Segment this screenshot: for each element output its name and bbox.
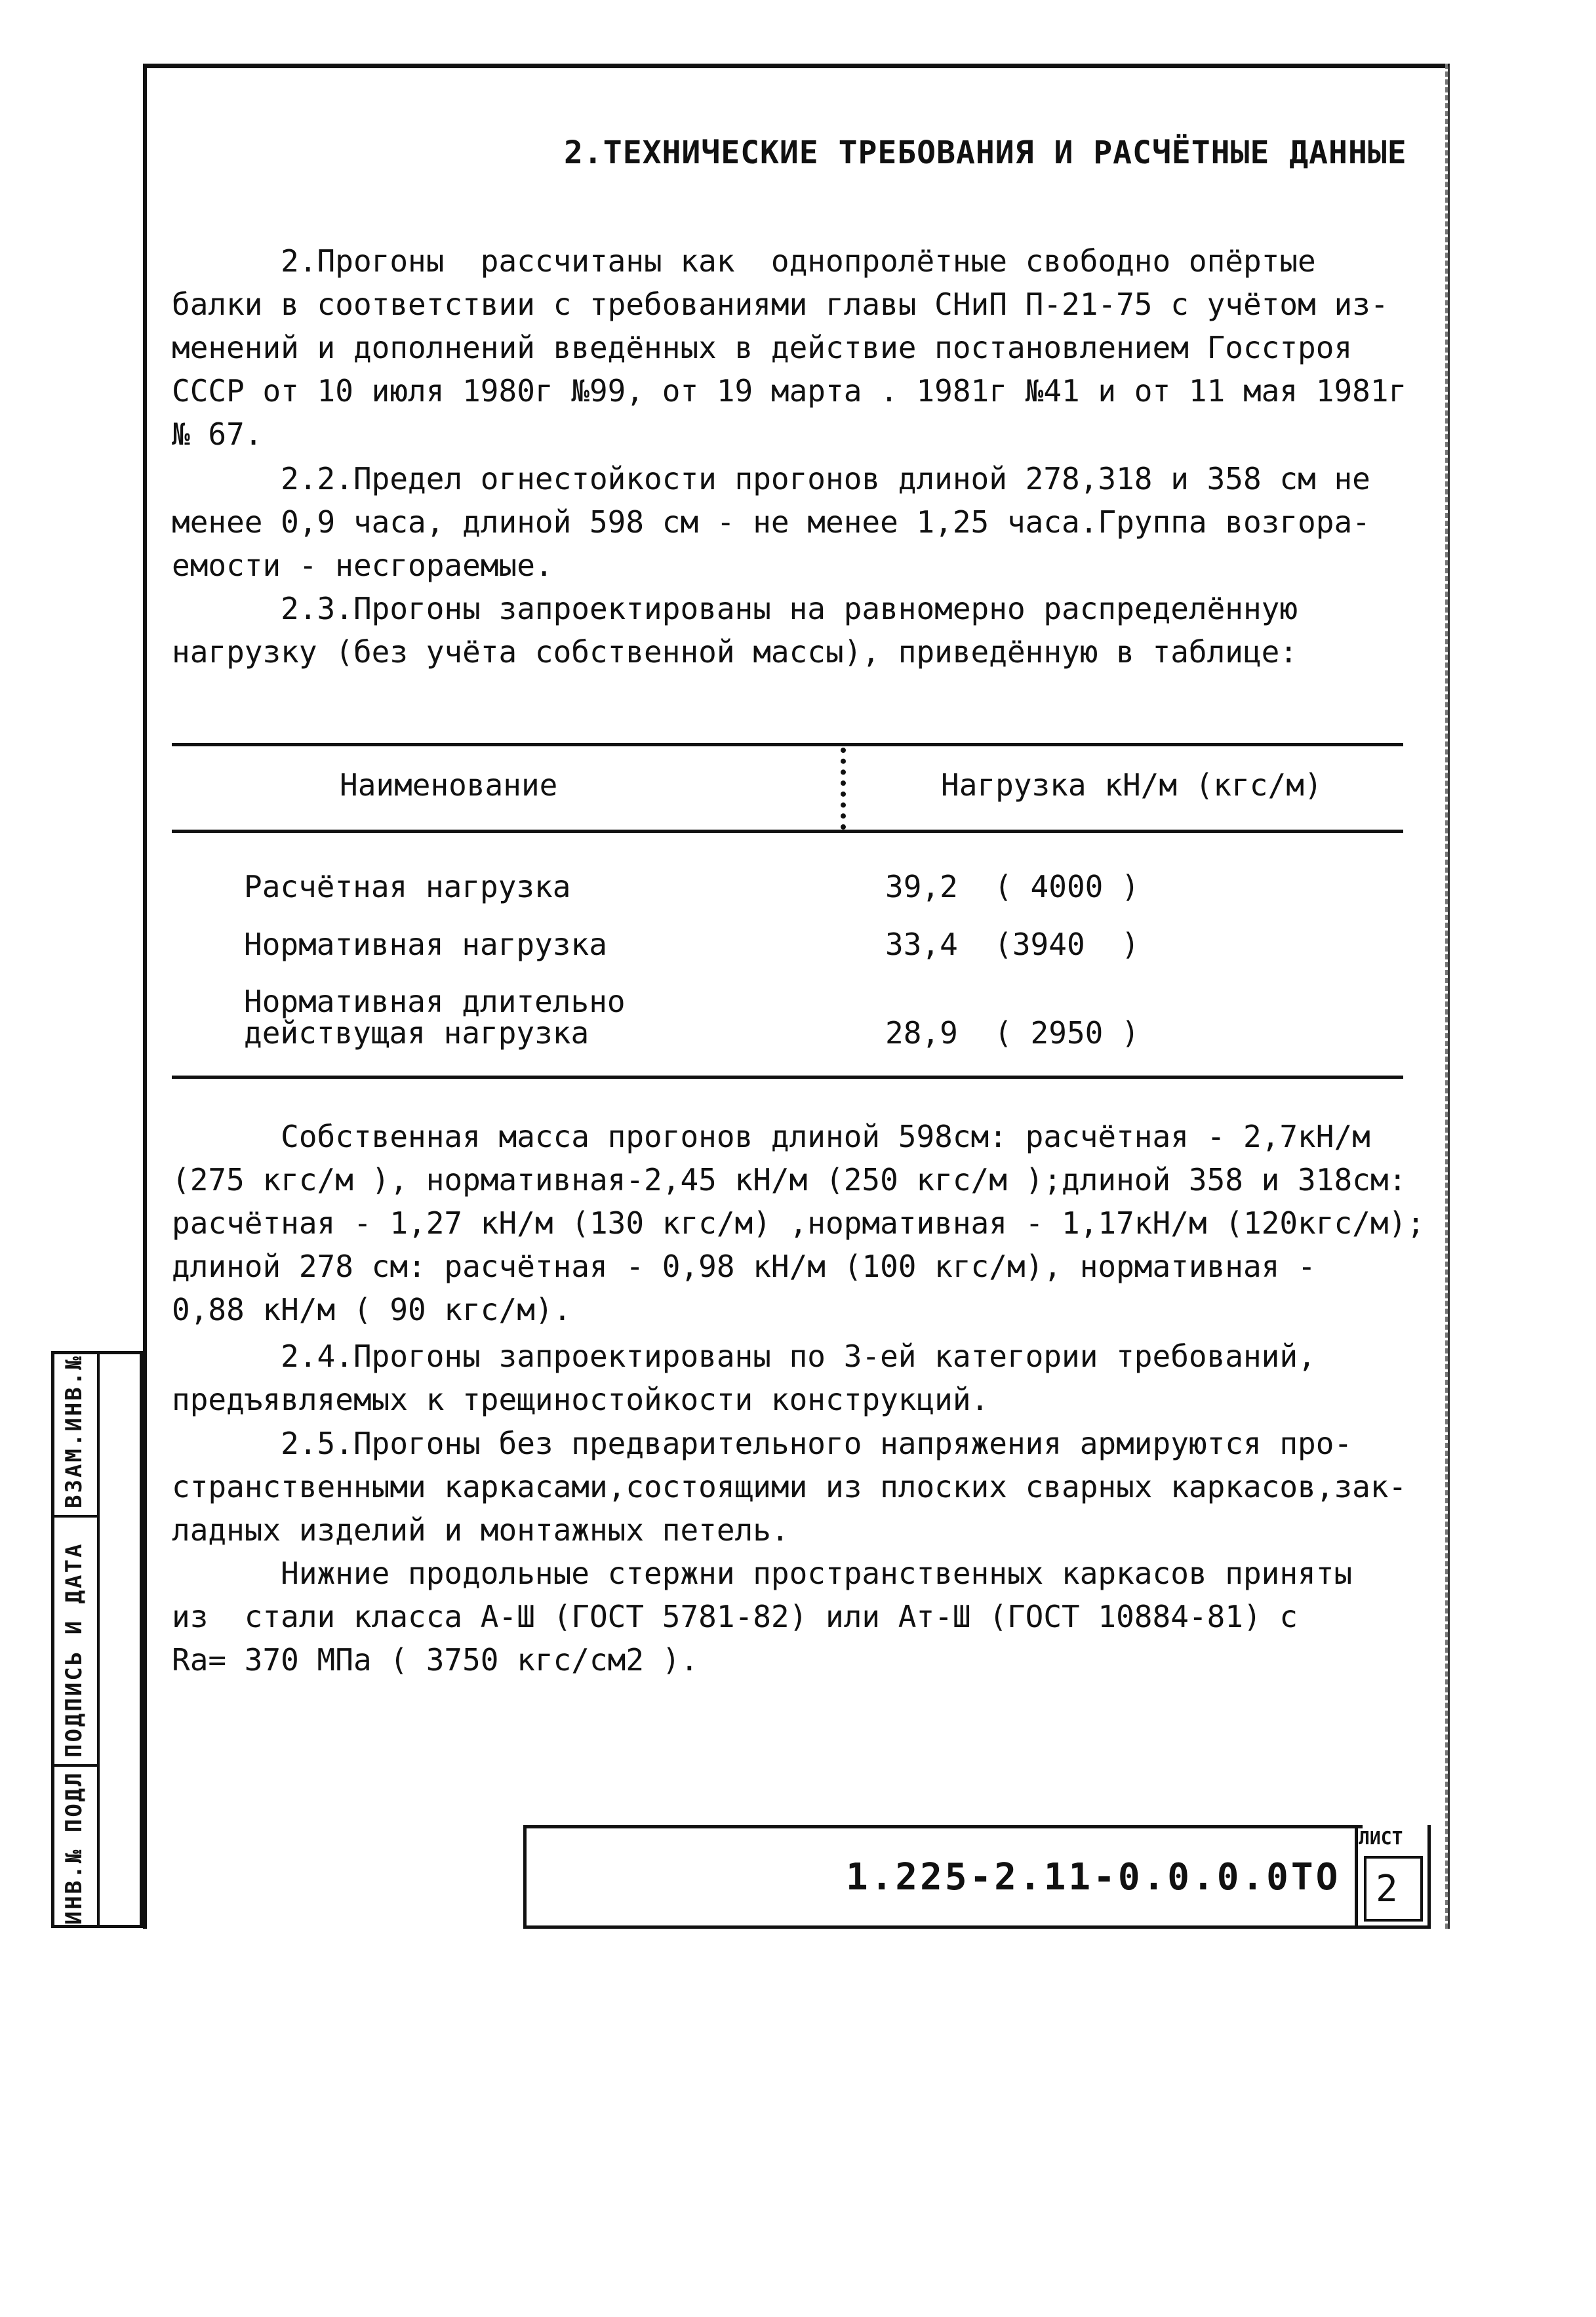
table-row-value: 33,4 (3940 ) [885, 927, 1140, 962]
table-row-value: 39,2 ( 4000 ) [885, 869, 1140, 904]
frame-right-edge [1445, 64, 1450, 1929]
para-2-1-line: СССР от 10 июля 1980г №99, от 19 марта . 1981г №41 и от 11 мая 1981г [172, 373, 1407, 409]
table-bottom-rule [172, 1076, 1403, 1079]
side-stamp-divider [97, 1351, 100, 1928]
table-header-name: Наименование [340, 767, 558, 803]
sheet-label: ЛИСТ [1359, 1827, 1403, 1849]
sheet-number: 2 [1376, 1868, 1398, 1910]
side-vzam-inv: ВЗАМ.ИНВ.№ [61, 1354, 87, 1508]
table-row-name: действущая нагрузка [244, 1015, 589, 1051]
para-2-1-line: менений и дополнений введённых в действие постановлением Госстроя [172, 330, 1353, 365]
para-2-5-line: из стали класса А-Ш (ГОСТ 5781-82) или Ат-Ш (ГОСТ 10884-81) с [172, 1599, 1298, 1634]
table-row-name: Расчётная нагрузка [244, 869, 571, 904]
para-mass-line: Собственная масса прогонов длиной 598см: расчётная - 2,7кН/м [172, 1119, 1370, 1154]
para-2-5-line: странственными каркасами,состоящими из плоских сварных каркасов,зак- [172, 1469, 1407, 1504]
table-header-load: Нагрузка кН/м (кгс/м) [941, 767, 1323, 803]
para-mass-line: 0,88 кН/м ( 90 кгс/м). [172, 1292, 572, 1327]
para-2-5-line: Нижние продольные стержни пространственных каркасов приняты [172, 1556, 1353, 1591]
side-inv-podl: ИНВ.№ ПОДЛ [61, 1771, 87, 1925]
para-2-5-line: 2.5.Прогоны без предварительного напряжения армируются про- [172, 1426, 1353, 1461]
table-row-value: 28,9 ( 2950 ) [885, 1015, 1140, 1051]
para-2-3-line: нагрузку (без учёта собственной массы), приведённую в таблице: [172, 634, 1298, 670]
para-2-2-line: емости - несгораемые. [172, 548, 553, 583]
para-2-1-line: 2.Прогоны рассчитаны как однопролётные свободно опёртые [172, 243, 1316, 279]
para-2-2-line: менее 0,9 часа, длиной 598 см - не менее 1,25 часа.Группа возгора- [172, 504, 1370, 540]
table-header-rule [172, 830, 1403, 833]
para-2-5-line: Rа= 370 МПа ( 3750 кгс/см2 ). [172, 1642, 699, 1678]
side-stamp-divider [51, 1764, 97, 1767]
side-podpis-data: ПОДПИСЬ И ДАТА [61, 1542, 87, 1758]
para-2-2-line: 2.2.Предел огнестойкости прогонов длиной 278,318 и 358 см не [172, 461, 1370, 496]
document-code: 1.225-2.11-0.0.0.0ТО [846, 1856, 1341, 1899]
para-mass-line: расчётная - 1,27 кН/м (130 кгс/м) ,нормативная - 1,17кН/м (120кгс/м); [172, 1205, 1425, 1241]
table-row-name: Нормативная длительно [244, 984, 626, 1019]
para-2-4-line: предъявляемых к трещиностойкости конструкций. [172, 1382, 989, 1417]
side-stamp-divider [51, 1515, 97, 1518]
para-2-1-line: балки в соответствии с требованиями главы СНиП П-21-75 с учётом из- [172, 287, 1389, 322]
section-title: 2.ТЕХНИЧЕСКИЕ ТРЕБОВАНИЯ И РАСЧЁТНЫЕ ДАННЫЕ [564, 134, 1407, 171]
para-2-1-line: № 67. [172, 416, 263, 452]
table-row-name: Нормативная нагрузка [244, 927, 607, 962]
para-2-5-line: ладных изделий и монтажных петель. [172, 1512, 789, 1548]
para-2-3-line: 2.3.Прогоны запроектированы на равномерно распределённую [172, 591, 1298, 626]
para-2-4-line: 2.4.Прогоны запроектированы по 3-ей категории требований, [172, 1339, 1316, 1374]
table-column-separator [841, 748, 851, 830]
para-mass-line: длиной 278 см: расчётная - 0,98 кН/м (100 кгс/м), нормативная - [172, 1249, 1316, 1284]
para-mass-line: (275 кгс/м ), нормативная-2,45 кН/м (250 кгс/м );длиной 358 и 318см: [172, 1162, 1407, 1198]
table-top-rule [172, 743, 1403, 746]
